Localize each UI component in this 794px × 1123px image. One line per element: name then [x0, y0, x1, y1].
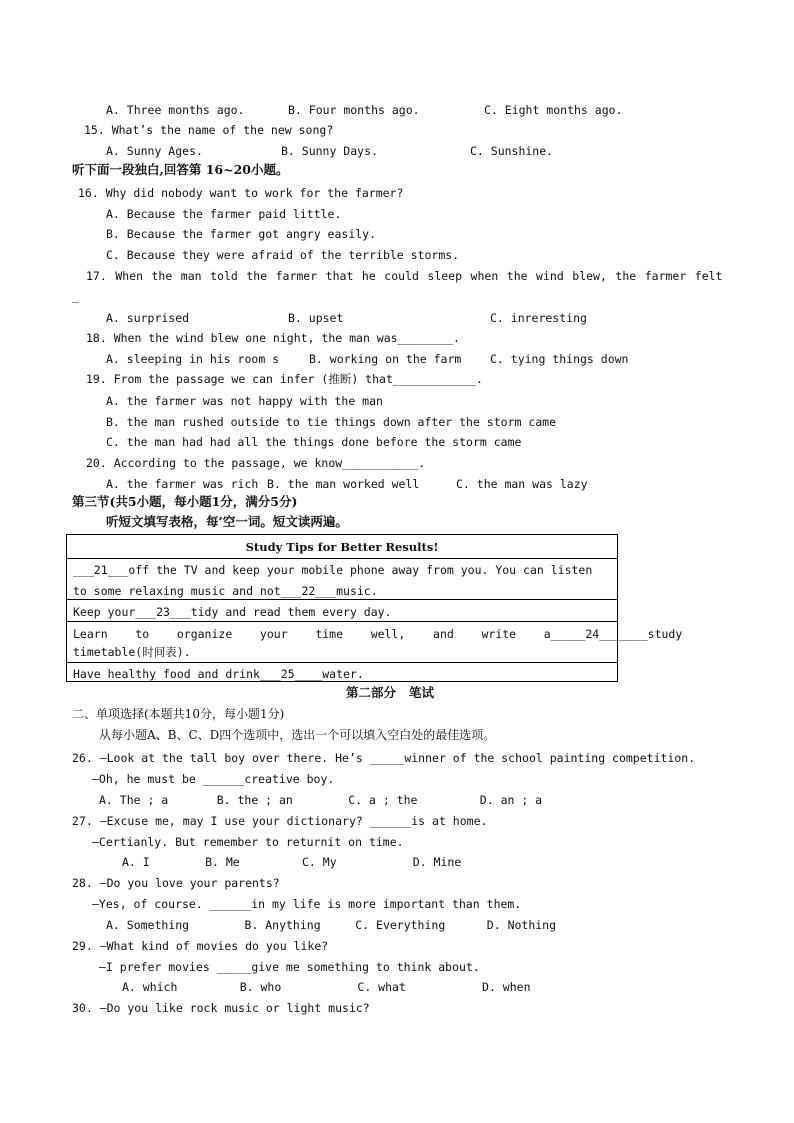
section-mc-title: 二、单项选择(本题共10分，每小题1分) — [72, 707, 285, 721]
q20-stem: 20. According to the passage, we know___________. — [86, 456, 426, 470]
study-tips-table — [66, 534, 683, 682]
q17-option-b: B. upset — [288, 311, 344, 325]
q14-option-c: C. Eight months ago. — [484, 103, 623, 117]
table-row — [67, 621, 683, 663]
q18-option-c: C. tying things down — [490, 352, 629, 366]
q20-option-b: B. the man worked well — [267, 477, 420, 491]
q30-line1: 30. —Do you like rock music or light music? — [72, 1001, 370, 1015]
q29-line2: —I prefer movies _____give me something to think about. — [99, 960, 480, 974]
q27-options: A. I B. Me C. My D. Mine — [122, 855, 462, 869]
q17-blank: _ — [72, 289, 79, 303]
q15-option-a: A. Sunny Ages. — [106, 144, 203, 158]
q17-option-a: A. surprised — [106, 311, 190, 325]
part2-title: 第二部分 笔试 — [346, 685, 435, 700]
table-row — [67, 558, 617, 600]
q14-option-b: B. Four months ago. — [288, 103, 420, 117]
table-row4: Have healthy food and drink___25____water. — [73, 667, 364, 681]
q28-options: A. Something B. Anything C. Everything D. Nothing — [106, 918, 557, 932]
q16-option-a: A. Because the farmer paid little. — [106, 207, 342, 221]
q28-line2: —Yes, of course. ______in my life is more important than them. — [92, 897, 522, 911]
q29-options: A. which B. who C. what D. when — [122, 980, 531, 994]
table-row1-line1: ___21___off the TV and keep your mobile phone away from you. You can listen — [73, 563, 593, 577]
q19-option-a: A. the farmer was not happy with the man — [106, 394, 383, 408]
q20-option-a: A. the farmer was rich — [106, 477, 259, 491]
table-row3-line1: Learn to organize your time well, and write a_____24_______study — [73, 627, 683, 641]
q19-stem: 19. From the passage we can infer (推断) that____________. — [86, 372, 483, 386]
q26-options: A. The ; a B. the ; an C. a ; the D. an ; a — [99, 793, 543, 807]
table-row — [67, 599, 617, 622]
q26-line1: 26. —Look at the tall boy over there. He’s _____winner of the school painting competition. — [72, 751, 696, 765]
table-title: Study Tips for Better Results! — [245, 540, 439, 554]
q19-option-c: C. the man had had all the things done before the storm came — [106, 435, 522, 449]
q17-option-c: C. inreresting — [490, 311, 587, 325]
q14-option-a: A. Three months ago. — [106, 103, 245, 117]
q18-option-b: B. working on the farm — [309, 352, 462, 366]
q15-option-b: B. Sunny Days. — [281, 144, 378, 158]
section3-title: 第三节(共5小题，每小题1分，满分5分) — [72, 494, 298, 509]
table-row2: Keep your___23___tidy and read them every day. — [73, 605, 392, 619]
q16-option-c: C. Because they were afraid of the terrible storms. — [106, 248, 460, 262]
q29-line1: 29. —What kind of movies do you like? — [72, 939, 329, 953]
table-row — [67, 662, 617, 684]
q15-stem: 15. What’s the name of the new song? — [84, 123, 334, 137]
section-mc-instructions: 从每小题A、B、C、D四个选项中，选出一个可以填入空白处的最佳选项。 — [99, 728, 496, 742]
q16-option-b: B. Because the farmer got angry easily. — [106, 227, 377, 241]
q18-option-a: A. sleeping in his room s — [106, 352, 280, 366]
section-monologue-heading: 听下面一段独白,回答第 16~20小题。 — [72, 162, 289, 177]
q19-option-b: B. the man rushed outside to tie things down after the storm came — [106, 415, 557, 429]
q27-line2: —Certianly. But remember to returnit on time. — [92, 835, 404, 849]
q17-stem: 17. When the man told the farmer that he could sleep when the wind blew, the farmer felt — [86, 269, 723, 283]
q16-stem: 16. Why did nobody want to work for the farmer? — [78, 186, 404, 200]
q28-line1: 28. —Do you love your parents? — [72, 876, 280, 890]
table-row1-line2: to some relaxing music and not___22___music. — [73, 584, 378, 598]
table-row3-line2: timetable(时间表). — [73, 645, 191, 659]
q20-option-c: C. the man was lazy — [456, 477, 588, 491]
table-title-row — [67, 535, 617, 558]
q26-line2: —Oh, he must be ______creative boy. — [92, 772, 335, 786]
q15-option-c: C. Sunshine. — [470, 144, 554, 158]
q18-stem: 18. When the wind blew one night, the man was________. — [86, 331, 460, 345]
q27-line1: 27. —Excuse me, may I use your dictionary? ______is at home. — [72, 814, 488, 828]
section3-instructions: 听短文填写表格，每’空一词。短文读两遍。 — [106, 514, 348, 529]
